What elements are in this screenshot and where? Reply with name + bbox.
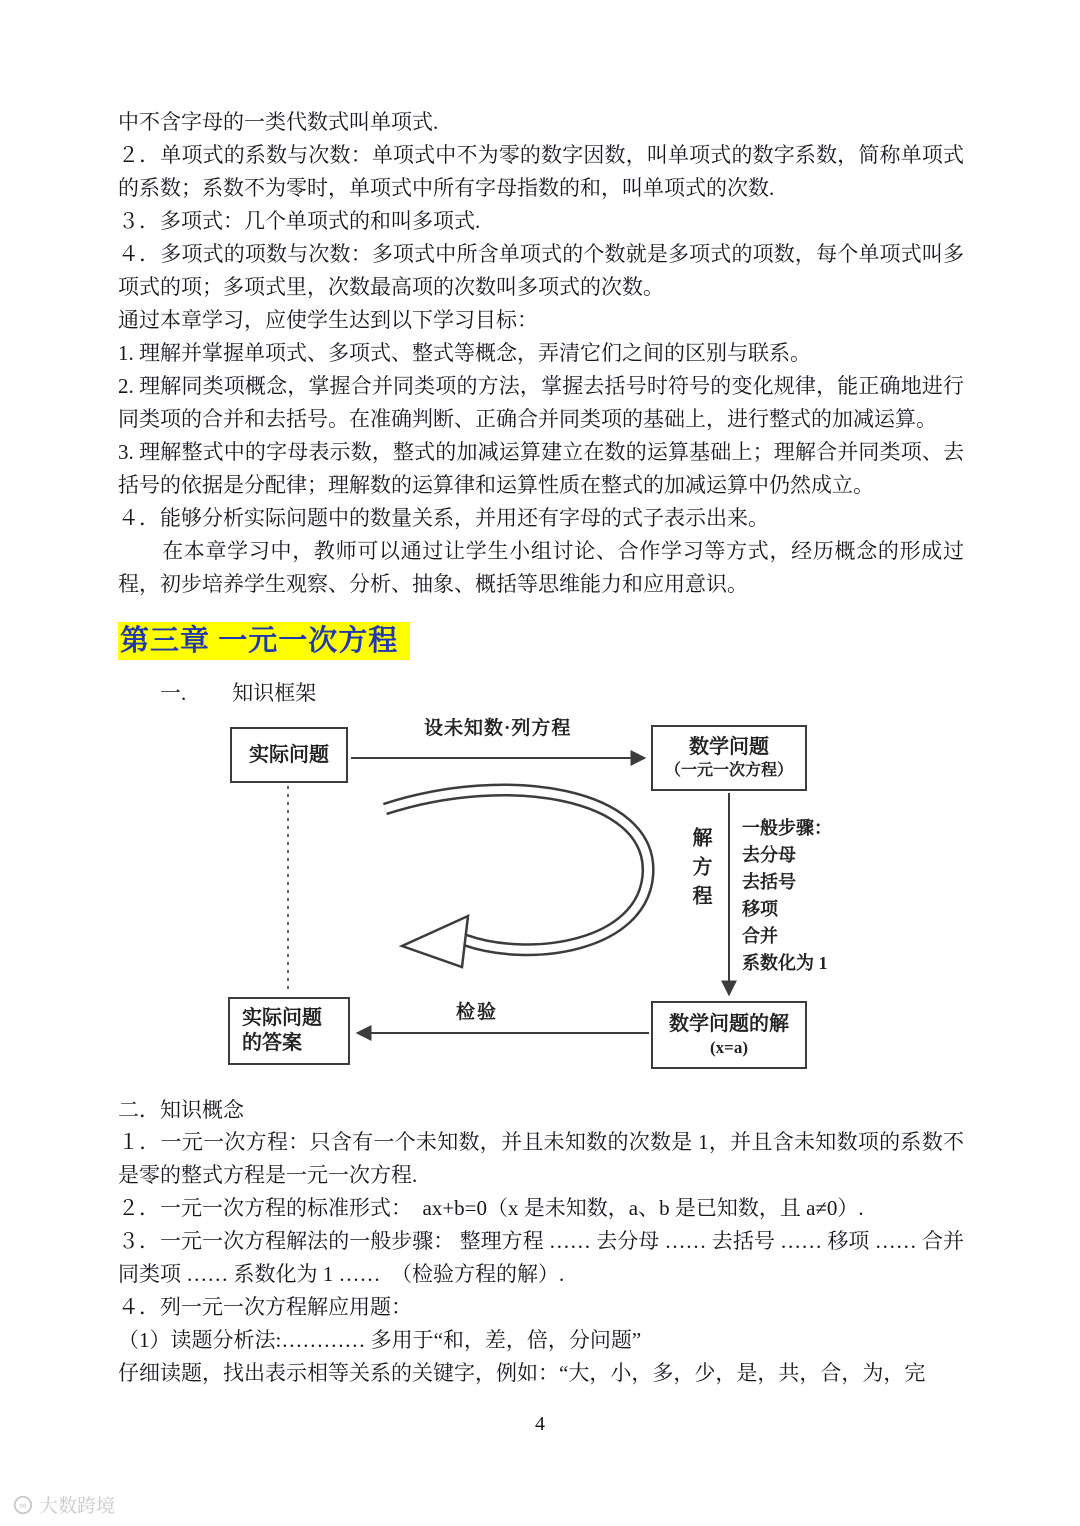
watermark-logo-icon xyxy=(12,1494,34,1516)
section-number: 二． xyxy=(118,1098,160,1122)
diagram-box-label: 实际问题 xyxy=(242,1007,322,1029)
section-concepts-heading xyxy=(118,1095,964,1126)
diagram-step: 移项 xyxy=(742,899,778,919)
paragraph: ４．多项式的项数与次数：多项式中所含单项式的个数就是多项式的项数，每个单项式叫多项式的项；多项式里，次数最高项的次数叫多项式的次数。 xyxy=(118,242,964,299)
diagram-steps xyxy=(742,815,832,977)
diagram-step: 去括号 xyxy=(742,872,796,892)
page-number: 4 xyxy=(535,1413,545,1435)
paragraph: 1. 理解并掌握单项式、多项式、整式等概念，弄清它们之间的区别与联系。 xyxy=(118,341,811,365)
paragraph: 中不含字母的一类代数式叫单项式. xyxy=(118,110,439,134)
watermark xyxy=(12,1491,115,1518)
paragraph: 通过本章学习，应使学生达到以下学习目标： xyxy=(118,308,538,332)
concept-item: 仔细读题，找出表示相等关系的关键字，例如：“大，小，多，少，是，共，合，为，完 xyxy=(118,1361,926,1385)
section-title: 知识框架 xyxy=(232,681,317,705)
chapter-heading xyxy=(118,619,964,663)
paragraph: ２．单项式的系数与次数：单项式中不为零的数字因数，叫单项式的数字系数，简称单项式的系数；系数不为零时，单项式中所有字母指数的和，叫单项式的次数. xyxy=(118,143,964,200)
diagram-box-real-problem xyxy=(230,727,348,783)
knowledge-framework-diagram xyxy=(178,713,878,1083)
diagram-steps-title: 一般步骤： xyxy=(742,818,832,838)
concept-item: ４．列一元一次方程解应用题： xyxy=(118,1295,412,1319)
diagram-arrow-label-setup: 设未知数·列方程 xyxy=(424,718,572,739)
svg-text:∞: ∞ xyxy=(19,1500,27,1512)
diagram-box-label: 实际问题 xyxy=(249,743,329,766)
paragraph: 在本章学习中，教师可以通过让学生小组讨论、合作学习等方式，经历概念的形成过程，初步培养学生观察、分析、抽象、概括等思维能力和应用意识。 xyxy=(118,539,964,596)
diagram-box-answer xyxy=(228,997,350,1065)
diagram-step: 合并 xyxy=(742,926,778,946)
diagram-box-label: 的答案 xyxy=(242,1032,302,1054)
concept-item: ２．一元一次方程的标准形式： ax+b=0（x 是未知数，a、b 是已知数，且 a≠0）. xyxy=(118,1196,864,1220)
concept-item: １．一元一次方程：只含有一个未知数，并且未知数的次数是 1，并且含未知数项的系数不是零的整式方程是一元一次方程. xyxy=(118,1130,964,1187)
diagram-step: 系数化为 1 xyxy=(742,953,828,973)
paragraph: ３．多项式：几个单项式的和叫多项式. xyxy=(118,209,481,233)
section-framework-heading xyxy=(118,678,964,709)
paragraph: 3. 理解整式中的字母表示数，整式的加减运算建立在数的运算基础上；理解合并同类项、去括号的依据是分配律；理解数的运算律和运算性质在整式的加减运算中仍然成立。 xyxy=(118,440,964,497)
paragraph: ４．能够分析实际问题中的数量关系，并用还有字母的式子表示出来。 xyxy=(118,506,769,530)
diagram-box-sublabel: （一元一次方程） xyxy=(664,761,793,779)
diagram-box-math-problem xyxy=(651,725,807,791)
paragraph: 2. 理解同类项概念，掌握合并同类项的方法，掌握去括号时符号的变化规律，能正确地进行同类项的合并和去括号。在准确判断、正确合并同类项的基础上，进行整式的加减运算。 xyxy=(118,374,964,431)
diagram-box-sublabel: (x=a) xyxy=(709,1037,748,1057)
return-curve-arrowhead xyxy=(402,916,468,967)
diagram-label-solve-equation: 解方程 xyxy=(689,827,711,914)
concept-item: ３．一元一次方程解法的一般步骤： 整理方程 …… 去分母 …… 去括号 …… 移项 …… 合并同类项 …… 系数化为 1 …… （检验方程的解）. xyxy=(118,1229,964,1286)
diagram-box-label: 数学问题的解 xyxy=(669,1012,789,1035)
watermark-text: 大数跨境 xyxy=(39,1496,116,1517)
concept-item: （1）读题分析法:………… 多用于“和，差，倍，分问题” xyxy=(118,1328,642,1352)
diagram-arrow-label-check: 检验 xyxy=(456,1002,499,1023)
section-title: 知识概念 xyxy=(160,1098,244,1122)
chapter-heading-text: 第三章 一元一次方程 xyxy=(118,622,410,660)
diagram-box-solution xyxy=(651,1001,807,1069)
section-number: 一. xyxy=(160,681,187,705)
diagram-box-label: 数学问题 xyxy=(689,735,769,758)
diagram-step: 去分母 xyxy=(742,845,796,865)
